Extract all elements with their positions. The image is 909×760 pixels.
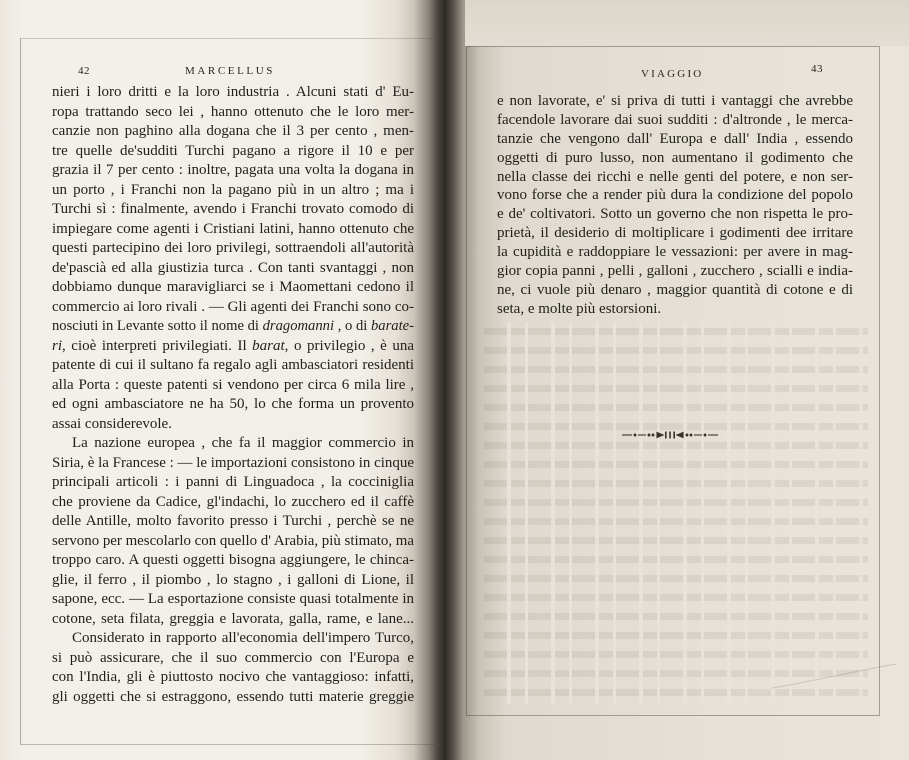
text-line: e non lavorate, e' si priva di tutti i vantaggi che avrebbe [497, 93, 853, 109]
text-line: alla Porta : queste patenti si vendono per circa 6 mila lire , [52, 376, 414, 393]
italic-term: dragomanni [262, 318, 335, 334]
text-line: vono forse che a render più dura la condizione del popolo [497, 187, 853, 204]
text-line: prietà, il desiderio di moltiplicare i godimenti dee irritare [497, 225, 853, 242]
text-line: nieri i loro dritti e la loro industria . Alcuni stati d' Eu- [52, 84, 414, 100]
text-line: principali articoli : i panni di Linguadoca , la cocciniglia [52, 474, 414, 490]
text-line: tre quelle de'sudditi Turchi pagano a rigore il 10 e per [52, 142, 414, 159]
page-number: 42 [78, 65, 90, 77]
text-line: Considerato in rapporto all'economia dell'impero Turco, [72, 630, 414, 646]
text-line: ed ogni ambasciatore ne ha 50, lo che forma un provento [52, 396, 414, 412]
text-line: Siria, è la Francese : — le importazioni consistono in cinque [52, 454, 414, 471]
text-line: oggetti di puro lusso, non aumentano il godimento che [497, 149, 853, 166]
text-line: de'pascià ed alla giustizia turca . Con tanti svantaggi , non [52, 259, 414, 276]
text-line: ne, ci vuole più denaro , maggior quantità di cotone e di [497, 281, 853, 298]
text-line: dobbiamo dunque maravigliarci se i Maomettani cedono il [52, 279, 414, 295]
text-line: La nazione europea , che fa il maggior commercio in [72, 435, 414, 451]
text-line: commercio ai loro rivali . — Gli agenti dei Franchi sono co- [52, 298, 414, 315]
text-line: cotone, seta filata, greggia e lavorata, galla, rame, e lane... [52, 610, 414, 627]
running-head: MARCELLUS [185, 65, 276, 77]
text-line: ropa trattando seco lei , hanno ottenuto che le loro mer- [52, 103, 414, 120]
page-number: 43 [811, 63, 823, 75]
ornament-divider [620, 429, 720, 441]
paper-scratch [770, 630, 900, 700]
text-line: troppo caro. A questi oggetti bisogna aggiungere, le chinca- [52, 552, 414, 568]
text-segment: nosciuti in Levante sotto il nome di [52, 318, 263, 334]
text-line [52, 337, 414, 357]
text-segment: , o privilegio , è una [284, 337, 414, 354]
italic-term: barate- [370, 318, 414, 334]
text-line: Turchi sì : finalmente, avendo i Franchi trovato comodo di [52, 201, 414, 217]
text-line: seta, e molte più estorsioni. [497, 300, 662, 317]
text-line: impiegare come agenti i Cristiani latini, hanno ottenuto che [52, 220, 414, 237]
text-segment: , cioè interpreti privilegiati. Il [62, 337, 253, 354]
text-line: servono per mescolarlo con quello d' Arabia, più stimato, ma [52, 532, 414, 549]
text-line: delle Antille, molto favorito presso i Turchi , perchè se ne [52, 513, 414, 529]
text-line: gli oggetti che si estraggono, essendo tutti materie greggie [52, 688, 414, 705]
italic-term: barat [252, 337, 285, 354]
italic-term: ri [52, 337, 63, 354]
text-segment: , o di [334, 318, 371, 334]
text-line: che proviene da Cadice, gl'indachi, lo zucchero ed il caffè [52, 493, 414, 510]
text-line: canzie non paghino alla dogana che il 3 per cento , men- [52, 123, 414, 139]
left-page-body [52, 83, 414, 707]
text-line: facendole lavorare dai suoi sudditi : d'altronde , le merca- [497, 111, 853, 128]
text-line: si può assicurare, che il suo commercio con l'Europa e [52, 649, 414, 666]
text-line: con l'India, gli è piuttosto nocivo che vantaggioso: infatti, [52, 669, 414, 685]
text-line: sapone, ecc. — La esportazione consiste quasi totalmente in [52, 591, 414, 607]
running-head: VIAGGIO [641, 68, 704, 80]
right-page-body [497, 92, 853, 319]
text-line: e de' coltivatori. Sotto un governo che non rispetta le pro- [497, 206, 853, 223]
text-line: nella classe dei ricchi e nelle genti del potere, e non ser- [497, 168, 853, 185]
text-line: assai considerevole. [52, 415, 172, 432]
text-line: grazia il 7 per cento : inoltre, pagata una volta la dogana in [52, 162, 414, 178]
text-line [52, 317, 414, 337]
text-line: un porto , i Franchi non la pagano più in un altro ; ma i [52, 181, 414, 198]
text-line: gior copia panni , pelli , galloni , zucchero , scialli e india- [497, 263, 853, 280]
text-line: tanzie che vengono dall' Europa e dall' India , essendo [497, 130, 853, 147]
text-line: glie, il ferro , il piombo , lo stagno , i galloni di Lione, il [52, 571, 414, 588]
underlying-page-edge [465, 0, 909, 46]
text-line: questi partecipino dei loro privilegi, sottraendoli all'autorità [52, 240, 414, 256]
text-line: la cupidità e raddoppiare le vessazioni: per avere in mag- [497, 244, 853, 261]
text-line: patente di cui il sultano fa regalo agli ambasciatori residenti [52, 357, 414, 373]
